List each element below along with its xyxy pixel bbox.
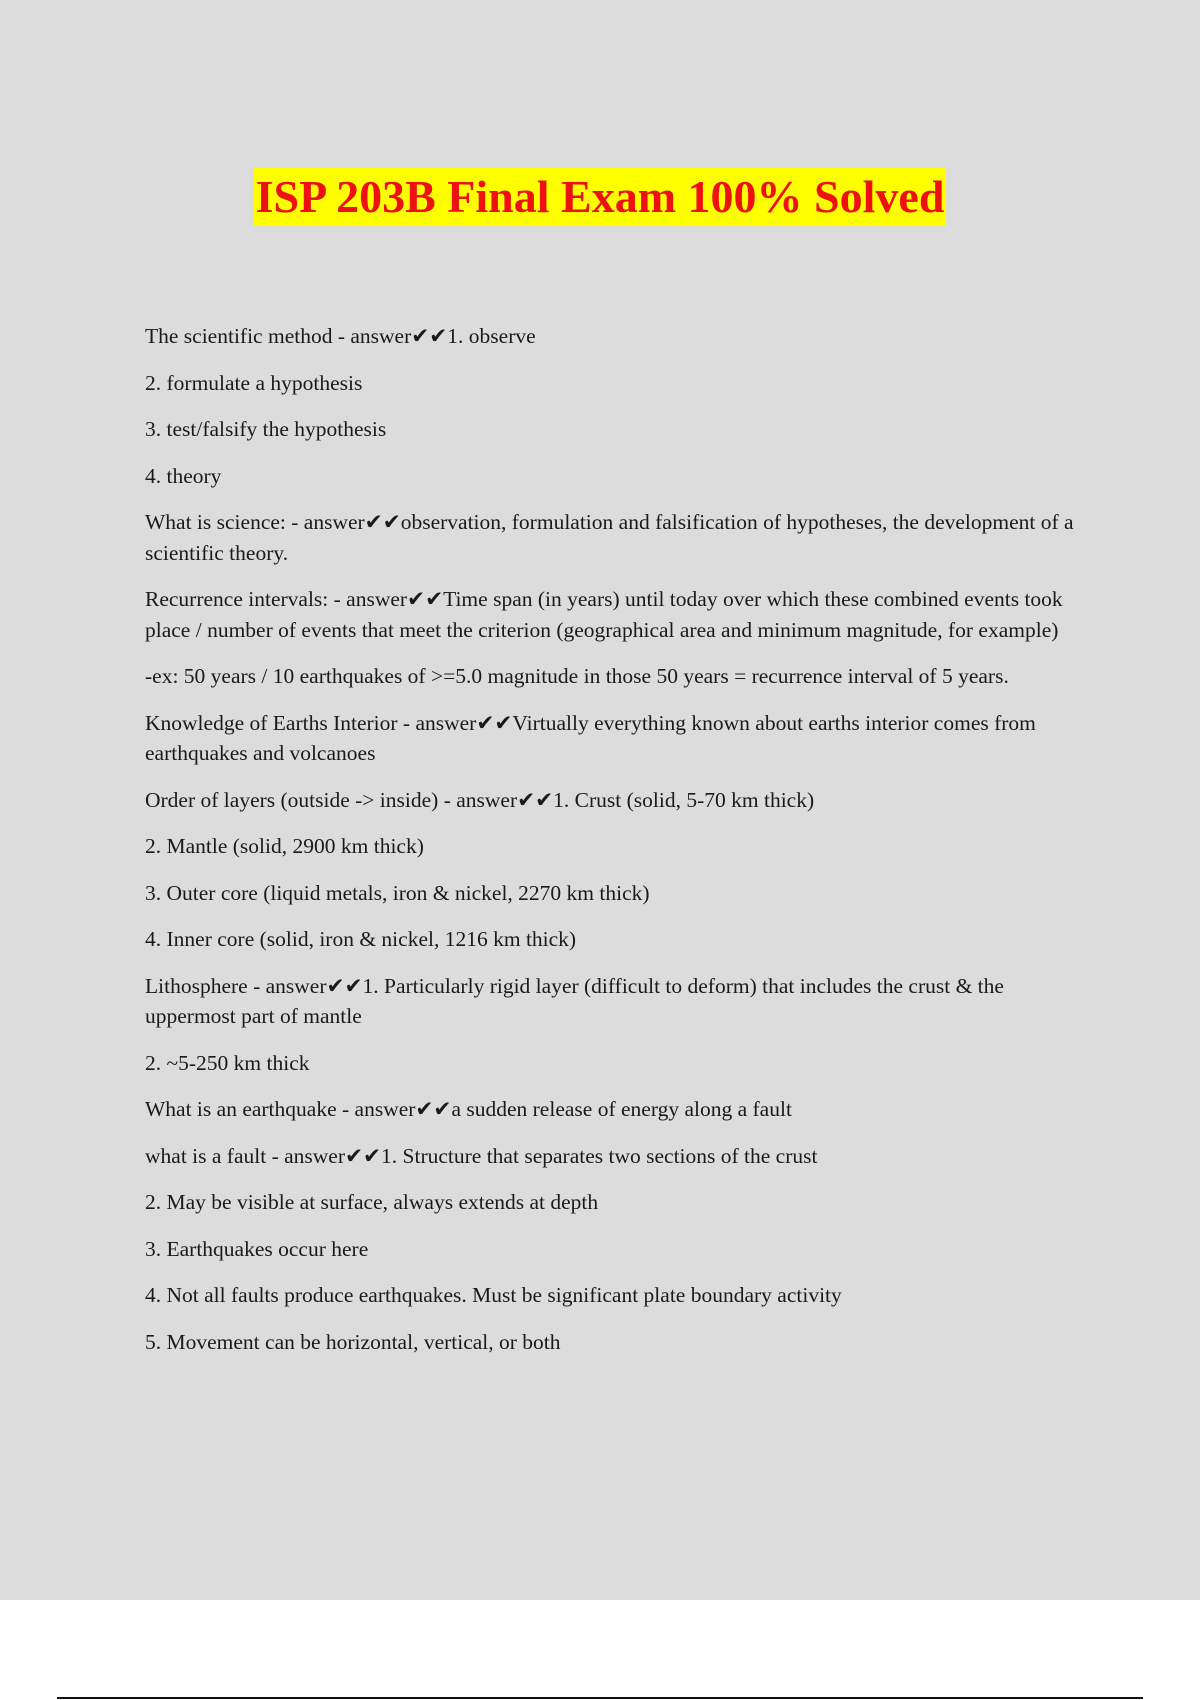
document-body — [145, 321, 1080, 1373]
document-title: ISP 203B Final Exam 100% Solved — [254, 168, 947, 226]
paragraph-what-is-fault: what is a fault - answer✔✔1. Structure that separates two sections of the crust — [145, 1143, 818, 1168]
paragraph-scientific-method: The scientific method - answer✔✔1. observe — [145, 324, 536, 348]
paragraph-earthquakes-occur: 3. Earthquakes occur here — [145, 1236, 369, 1261]
paragraph-mantle: 2. Mantle (solid, 2900 km thick) — [145, 834, 424, 858]
paragraph-order-of-layers: Order of layers (outside -> inside) - answer✔✔1. Crust (solid, 5-70 km thick) — [145, 787, 815, 812]
paragraph-recurrence-example: -ex: 50 years / 10 earthquakes of >=5.0 magnitude in those 50 years = recurrence interval of 5 years. — [145, 664, 1009, 688]
paragraph-recurrence-intervals: Recurrence intervals: - answer✔✔Time span (in years) until today over which these combined events took place / number of events that meet the criterion (geographical area and minimum magnitude, for example) — [145, 587, 1063, 642]
paragraph-earths-interior: Knowledge of Earths Interior - answer✔✔Virtually everything known about earths interior comes from earthquakes and volcanoes — [145, 710, 1036, 765]
paragraph-what-is-earthquake: What is an earthquake - answer✔✔a sudden release of energy along a fault — [145, 1097, 792, 1121]
page-footer-rule — [57, 1697, 1143, 1699]
title-container — [0, 168, 1200, 226]
paragraph-lithosphere: Lithosphere - answer✔✔1. Particularly rigid layer (difficult to deform) that includes the crust & the uppermost part of mantle — [145, 973, 1004, 1028]
paragraph-fault-visible: 2. May be visible at surface, always extends at depth — [145, 1190, 599, 1214]
paragraph-what-is-science: What is science: - answer✔✔observation, formulation and falsification of hypotheses, the development of a scientific theory. — [145, 510, 1074, 565]
paragraph-inner-core: 4. Inner core (solid, iron & nickel, 1216 km thick) — [145, 927, 577, 951]
paragraph-theory: 4. theory — [145, 463, 222, 488]
paragraph-test-hypothesis: 3. test/falsify the hypothesis — [145, 417, 387, 441]
paragraph-outer-core: 3. Outer core (liquid metals, iron & nickel, 2270 km thick) — [145, 880, 650, 905]
paragraph-formulate-hypothesis: 2. formulate a hypothesis — [145, 370, 363, 395]
paragraph-lithosphere-thickness: 2. ~5-250 km thick — [145, 1050, 310, 1075]
paragraph-not-all-faults: 4. Not all faults produce earthquakes. Must be significant plate boundary activity — [145, 1283, 842, 1307]
paragraph-fault-movement: 5. Movement can be horizontal, vertical, or both — [145, 1329, 561, 1354]
